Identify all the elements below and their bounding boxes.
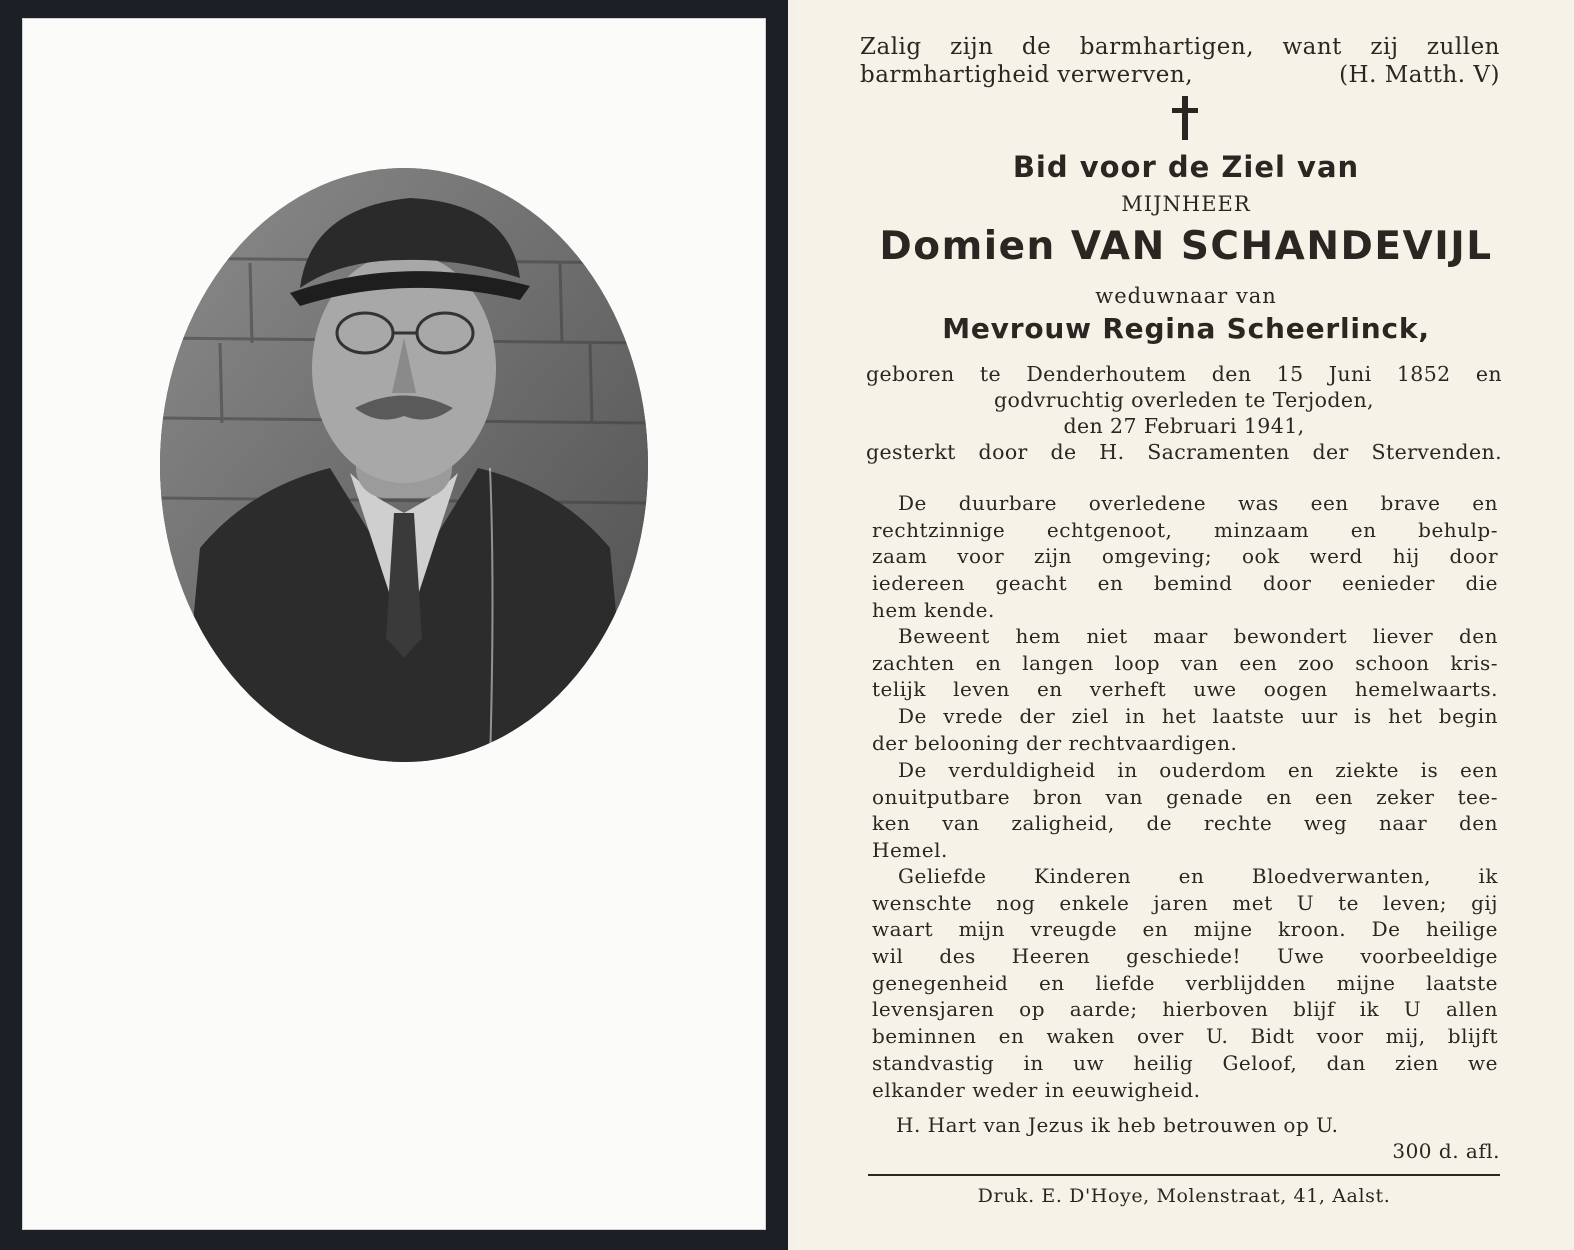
- honorific-title: MIJNHEER: [1121, 192, 1251, 216]
- birth-info: geboren te Denderhoutem den 15 Juni 1852 en: [866, 362, 1502, 386]
- death-date: den 27 Februari 1941,: [1063, 414, 1305, 438]
- relation-text: weduwnaar van: [1095, 284, 1277, 308]
- text-line: levensjaren op aarde; hierboven blijf ik U allen: [872, 997, 1498, 1022]
- printer-imprint: Druk. E. D'Hoye, Molenstraat, 41, Aalst.: [977, 1185, 1391, 1207]
- text-line: Geliefde Kinderen en Bloedverwanten, ik: [898, 864, 1498, 888]
- scripture-reference: (H. Matth. V): [1339, 62, 1500, 88]
- memorial-card-back: [796, 0, 1574, 1250]
- scripture-motto-text: barmhartigheid verwerven,: [860, 62, 1194, 88]
- text-line: iedereen geacht en bemind door eenieder die: [872, 571, 1498, 596]
- text-line: ken van zaligheid, de rechte weg naar den: [872, 811, 1498, 836]
- text-line: standvastig in uw heilig Geloof, dan zien we: [872, 1050, 1498, 1075]
- text-line: wil des Heeren geschiede! Uwe voorbeeldige: [872, 944, 1498, 969]
- paragraph-eulogy: [872, 490, 1498, 623]
- text-line: Beweent hem niet maar bewondert liever den: [898, 624, 1498, 648]
- text-line: telijk leven en verheft uwe oogen hemelwaarts.: [872, 677, 1498, 702]
- text-line: beminnen en waken over U. Bidt voor mij, blijft: [872, 1024, 1498, 1049]
- indulgence-note: 300 d. afl.: [1392, 1139, 1500, 1163]
- text-line: onuitputbare bron van genade en een zeker tee-: [872, 784, 1498, 809]
- text-line: De vrede der ziel in het laatste uur is het begin: [898, 704, 1498, 728]
- text-line: elkander weder in eeuwigheid.: [872, 1077, 1201, 1102]
- paragraph-patience: [872, 757, 1498, 864]
- text-line: De duurbare overledene was een brave en: [898, 491, 1498, 515]
- death-info: godvruchtig overleden te Terjoden,: [994, 388, 1374, 412]
- text-line: zachten en langen loop van een zoo schoon kris-: [872, 650, 1498, 675]
- spouse-name: Mevrouw Regina Scheerlinck,: [942, 312, 1430, 345]
- text-line: rechtzinnige echtgenoot, minzaam en behulp-: [872, 517, 1498, 542]
- paragraph-peace: [872, 703, 1498, 756]
- text-line: hem kende.: [872, 597, 995, 622]
- text-line: wenschte nog enkele jaren met U te leven; gij: [872, 890, 1498, 915]
- scripture-motto-line2: [860, 62, 1500, 88]
- sacraments-info: gesterkt door de H. Sacramenten der Stervenden.: [866, 440, 1502, 464]
- text-line: zaam voor zijn omgeving; ook werd hij door: [872, 544, 1498, 569]
- text-line: der belooning der rechtvaardigen.: [872, 730, 1238, 755]
- text-line: genegenheid en liefde verblijdden mijne laatste: [872, 970, 1498, 995]
- text-line: waart mijn vreugde en mijne kroon. De heilige: [872, 917, 1498, 942]
- closing-prayer: H. Hart van Jezus ik heb betrouwen op U.: [896, 1113, 1339, 1137]
- card-front-panel: [22, 18, 766, 1230]
- cross-icon: [1172, 96, 1198, 140]
- prayer-heading: Bid voor de Ziel van: [1012, 150, 1360, 184]
- text-line: De verduldigheid in ouderdom en ziekte is een: [898, 758, 1498, 782]
- paragraph-farewell: [872, 863, 1498, 1103]
- divider: [868, 1174, 1500, 1176]
- portrait-photo-icon: [160, 168, 648, 762]
- text-line: Hemel.: [872, 838, 948, 863]
- paragraph-mourning: [872, 623, 1498, 703]
- deceased-name: Domien VAN SCHANDEVIJL: [879, 224, 1493, 269]
- scripture-motto-line1: Zalig zijn de barmhartigen, want zij zullen: [860, 34, 1500, 60]
